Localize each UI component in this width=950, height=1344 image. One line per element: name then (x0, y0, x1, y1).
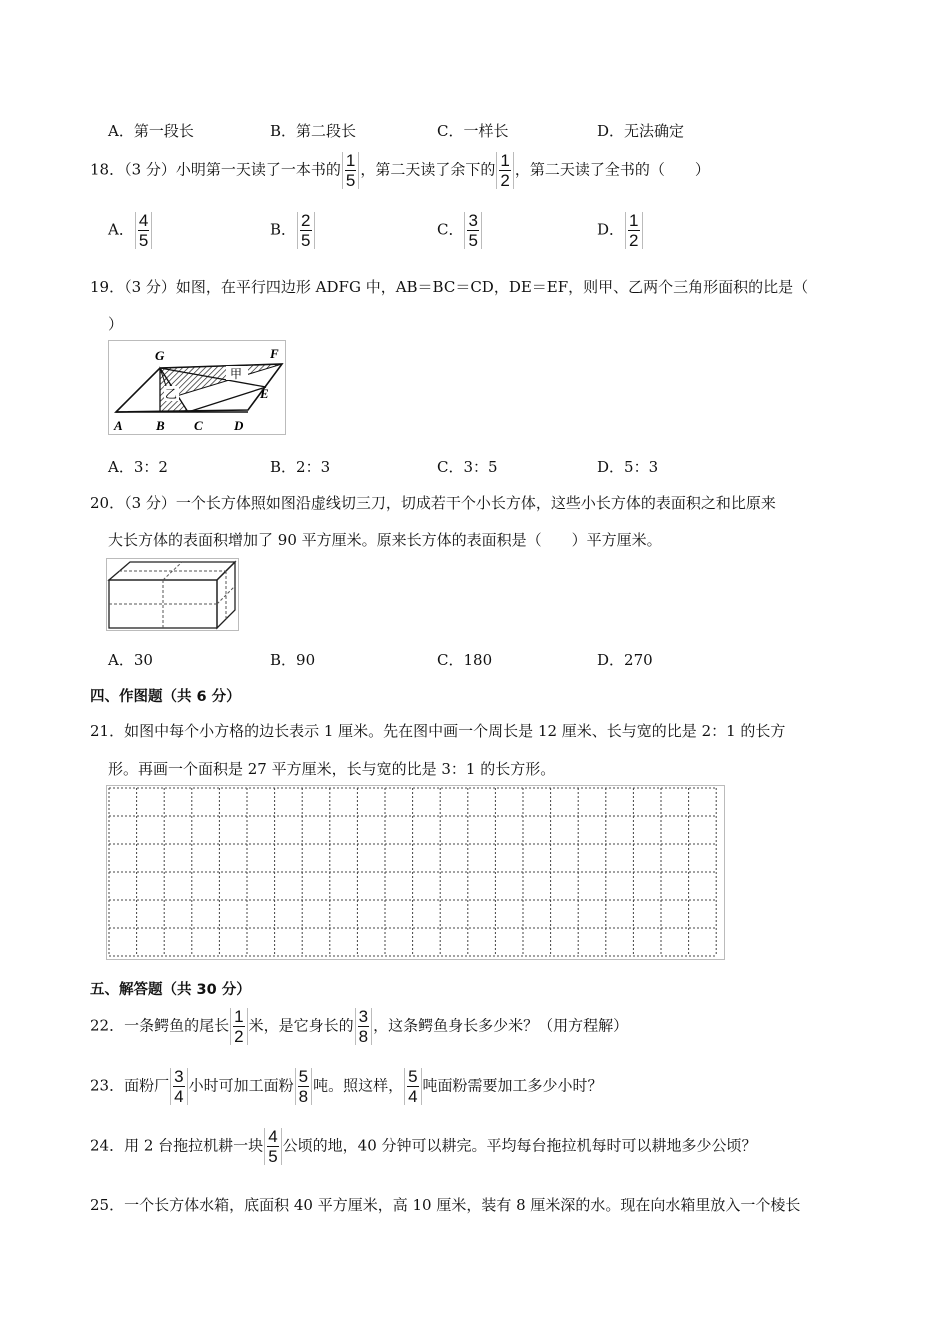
q20-option-d: D．270 (597, 651, 653, 669)
q18-stem: 18．（3 分）小明第一天读了一本书的 $\frac{1}{5}$ ，第二天读了余下的 $\frac{1}{2}$ ，第二天读了全书的（ ） (90, 151, 710, 190)
q18-option-a: A． $\frac{4}{5}$ (108, 212, 153, 249)
q25-stem-line1: 25．一个长方体水箱，底面积 40 平方厘米，高 10 厘米，装有 8 厘米深的水。现在向水箱里放入一个棱长 (90, 1196, 801, 1214)
q19-option-d: D．5：3 (597, 458, 659, 476)
svg-text:C: C (194, 418, 203, 433)
svg-text:B: B (156, 418, 165, 433)
q20-option-b: B．90 (270, 651, 316, 669)
q24-stem: 24．用 2 台拖拉机耕一块 $\frac{4}{5}$ 公顷的地，40 分钟可以耕完。平均每台拖拉机每时可以耕地多少公顷？ (90, 1127, 757, 1166)
q17-option-d: D．无法确定 (597, 122, 685, 140)
section-5-heading: 五、解答题（共 30 分） (90, 982, 251, 998)
q20-stem-line2: 大长方体的表面积增加了 90 平方厘米。原来长方体的表面积是（ ）平方厘米。 (108, 531, 662, 549)
q20-cuboid-figure (106, 558, 240, 632)
fraction: $\frac{1}{5}$ (342, 152, 359, 189)
q18-option-b: B． $\frac{2}{5}$ (270, 212, 316, 249)
q20-stem-line1: 20．（3 分）一个长方体照如图沿虚线切三刀，切成若干个小长方体，这些小长方体的表面积之和比原来 (90, 494, 776, 512)
label-jia: 甲 (230, 367, 243, 381)
q21-stem-line2: 形。再画一个面积是 27 平方厘米，长与宽的比是 3：1 的长方形。 (108, 760, 556, 778)
section-4-heading: 四、作图题（共 6 分） (90, 689, 241, 705)
q19-option-a: A．3：2 (108, 458, 168, 476)
q19-stem-line1: 19．（3 分）如图，在平行四边形 ADFG 中，AB＝BC＝CD，DE＝EF，则甲、乙两个三角形面积的比是（ (90, 278, 809, 296)
q17-option-a: A．第一段长 (108, 122, 194, 140)
q17-option-b: B．第二段长 (270, 122, 357, 140)
svg-text:D: D (234, 418, 244, 433)
q19-option-b: B．2：3 (270, 458, 331, 476)
fraction: $\frac{1}{2}$ (496, 152, 513, 189)
q20-option-a: A．30 (108, 651, 153, 669)
q18-option-d: D． $\frac{1}{2}$ (597, 212, 644, 249)
q17-option-c: C．一样长 (437, 122, 509, 140)
q23-stem: 23．面粉厂 $\frac{3}{4}$ 小时可加工面粉 $\frac{5}{8}$ 吨。照这样， $\frac{5}{4}$ 吨面粉需要加工多少小时？ (90, 1067, 603, 1106)
svg-text:F: F (270, 346, 279, 361)
q20-option-c: C．180 (437, 651, 493, 669)
svg-text:G: G (155, 348, 165, 363)
q18-option-c: C． $\frac{3}{5}$ (437, 212, 483, 249)
svg-text:E: E (260, 386, 269, 401)
q21-stem-line1: 21．如图中每个小方格的边长表示 1 厘米。先在图中画一个周长是 12 厘米、长与宽的比是 2：1 的长方 (90, 722, 786, 740)
label-yi: 乙 (165, 387, 178, 401)
q19-stem-line2: ） (108, 315, 124, 333)
q21-grid-paper (106, 785, 726, 961)
q22-stem: 22．一条鳄鱼的尾长 $\frac{1}{2}$ 米，是它身长的 $\frac{3}{8}$ ，这条鳄鱼身长多少米？（用方程解） (90, 1007, 629, 1046)
q19-parallelogram-figure (108, 340, 288, 436)
svg-text:A: A (114, 418, 123, 433)
q19-option-c: C．3：5 (437, 458, 498, 476)
